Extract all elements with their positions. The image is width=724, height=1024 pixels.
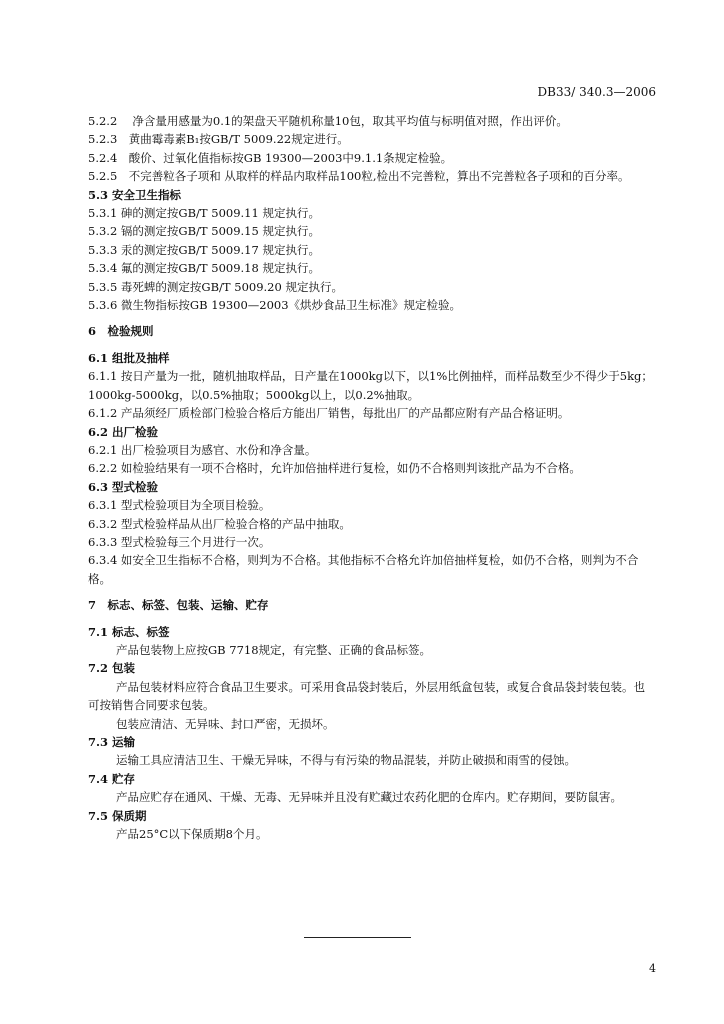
clause-5-3-3: 5.3.3 汞的测定按GB/T 5009.17 规定执行。 — [88, 242, 320, 257]
clause-7-2-text-2: 包装应清洁、无异味、封口严密，无损坏。 — [116, 716, 335, 731]
clause-5-3-5: 5.3.5 毒死蜱的测定按GB/T 5009.20 规定执行。 — [88, 279, 343, 294]
document-body — [88, 112, 656, 843]
section-5-3-heading: 5.3 安全卫生指标 — [88, 187, 182, 202]
clause-5-2-4: 5.2.4 酸价、过氧化值指标按GB 19300—2003中9.1.1条规定检验。 — [88, 150, 453, 165]
clause-7-4-text: 产品应贮存在通风、干燥、无毒、无异味并且没有贮藏过农药化肥的仓库内。贮存期间，要防鼠害。 — [116, 790, 622, 805]
clause-6-2-1: 6.2.1 出厂检验项目为感官、水份和净含量。 — [88, 442, 317, 457]
standard-code: DB33/ 340.3—2006 — [537, 85, 656, 99]
clause-5-3-6: 5.3.6 微生物指标按GB 19300—2003《烘炒食品卫生标准》规定检验。 — [88, 298, 462, 313]
clause-5-3-2: 5.3.2 镉的测定按GB/T 5009.15 规定执行。 — [88, 224, 320, 239]
clause-7-5-text: 产品25°C以下保质期8个月。 — [116, 827, 268, 842]
section-6-1-heading: 6.1 组批及抽样 — [88, 350, 170, 365]
clause-6-3-1: 6.3.1 型式检验项目为全项目检验。 — [88, 498, 271, 513]
clause-7-1-text: 产品包装物上应按GB 7718规定，有完整、正确的食品标签。 — [116, 642, 432, 657]
section-7-3-heading: 7.3 运输 — [88, 735, 136, 749]
clause-6-3-4: 6.3.4 如安全卫生指标不合格，则判为不合格。其他指标不合格允许加倍抽样复检，如仍不合格，则判为不合格。 — [88, 553, 639, 586]
clause-6-1-2: 6.1.2 产品须经厂质检部门检验合格后方能出厂销售，每批出厂的产品都应附有产品合格证明。 — [88, 406, 570, 421]
page-number: 4 — [649, 962, 656, 975]
clause-5-2-3: 5.2.3 黄曲霉毒素B₁按GB/T 5009.22规定进行。 — [88, 132, 349, 147]
chapter-6-heading: 6 检验规则 — [88, 324, 154, 339]
clause-5-2-5: 5.2.5 不完善粒各子项和 从取样的样品内取样品100粒,检出不完善粒，算出不完善粒各子项和的百分率。 — [88, 169, 630, 184]
clause-6-2-2: 6.2.2 如检验结果有一项不合格时，允许加倍抽样进行复检，如仍不合格则判该批产品为不合格。 — [88, 461, 581, 476]
clause-5-3-4: 5.3.4 氟的测定按GB/T 5009.18 规定执行。 — [88, 261, 320, 276]
section-7-1-heading: 7.1 标志、标签 — [88, 624, 170, 639]
clause-5-3-1: 5.3.1 砷的测定按GB/T 5009.11 规定执行。 — [88, 206, 320, 221]
chapter-7-heading: 7 标志、标签、包装、运输、贮存 — [88, 598, 269, 613]
clause-5-2-2: 5.2.2 净含量用感量为0.1的架盘天平随机称量10包，取其平均值与标明值对照，作出评价。 — [88, 114, 568, 128]
section-6-2-heading: 6.2 出厂检验 — [88, 424, 159, 439]
section-7-5-heading: 7.5 保质期 — [88, 808, 147, 823]
clause-6-3-2: 6.3.2 型式检验样品从出厂检验合格的产品中抽取。 — [88, 516, 351, 531]
end-rule — [304, 937, 411, 938]
clause-6-3-3: 6.3.3 型式检验每三个月进行一次。 — [88, 534, 271, 549]
clause-7-2-text: 产品包装材料应符合食品卫生要求。可采用食品袋封装后，外层用纸盒包装，或复合食品袋封装包装。也可按销售合同要求包装。 — [88, 679, 645, 713]
clause-6-1-1: 6.1.1 按日产量为一批，随机抽取样品，日产量在1000kg以下，以1%比例抽样，而样品数至少不得少于5kg；1000kg-5000kg，以0.5%抽取；5000kg以上，以0.2%抽取。 — [88, 369, 653, 402]
section-6-3-heading: 6.3 型式检验 — [88, 479, 159, 494]
section-7-2-heading: 7.2 包装 — [88, 661, 136, 676]
clause-7-3-text: 运输工具应清洁卫生、干燥无异味，不得与有污染的物品混装，并防止破损和雨雪的侵蚀。 — [116, 753, 576, 768]
section-7-4-heading: 7.4 贮存 — [88, 771, 136, 786]
